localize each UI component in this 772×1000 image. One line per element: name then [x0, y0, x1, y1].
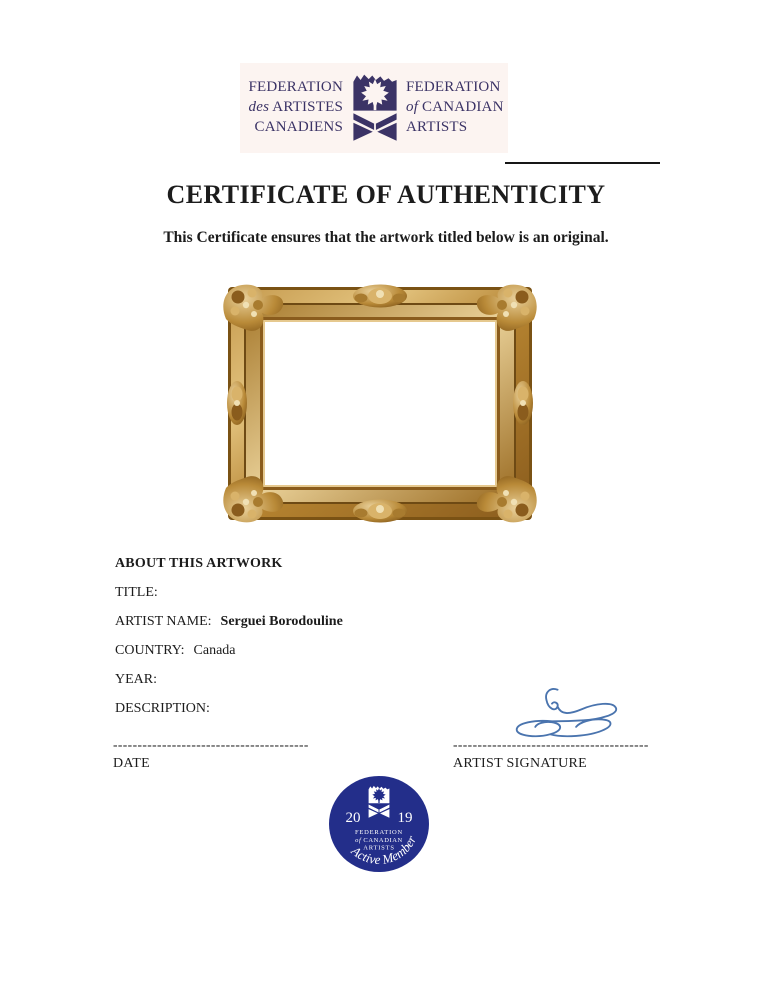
ornate-gold-frame-image [222, 281, 538, 526]
logo-french-line1: FEDERATION [248, 79, 343, 96]
logo-text-english [406, 78, 506, 137]
field-year [115, 665, 343, 694]
gold-frame-graphic [222, 281, 538, 526]
field-description [115, 694, 343, 723]
date-line-block [113, 738, 309, 773]
artist-signature-label: ARTIST SIGNATURE [453, 756, 587, 771]
field-artist-value: Serguei Borodouline [220, 614, 343, 629]
logo-french-line3: CANADIENS [254, 118, 343, 135]
page-title: CERTIFICATE OF AUTHENTICITY [166, 180, 606, 209]
artist-signature-line-block [453, 738, 649, 773]
field-title-label: TITLE: [115, 585, 158, 600]
certificate-statement: This Certificate ensures that the artwork titled below is an original. [163, 229, 609, 246]
field-title [115, 578, 343, 607]
logo-english-line2: of CANADIAN [406, 99, 504, 116]
badge-org-line1: FEDERATION [354, 829, 404, 836]
fca-logo-band [240, 63, 508, 153]
logo-french-line2: des ARTISTES [248, 99, 343, 116]
badge-year-right: 19 [397, 810, 413, 826]
field-artist-label: ARTIST NAME: [115, 614, 212, 629]
field-country-label: COUNTRY: [115, 643, 185, 658]
logo-english-line1: FEDERATION [406, 79, 501, 96]
fca-maple-leaf-bowtie-icon [348, 66, 402, 148]
field-country [115, 636, 343, 665]
signature-dash-line: ---------------------------------------- [453, 737, 649, 752]
date-label: DATE [113, 756, 150, 771]
member-number-line [505, 162, 660, 164]
field-year-label: YEAR: [115, 672, 157, 687]
badge-member-text: Active Member [348, 833, 420, 868]
field-artist-name [115, 607, 343, 636]
date-dash-line: ---------------------------------------- [113, 737, 309, 752]
badge-org-line2: of CANADIAN [355, 837, 403, 844]
artist-signature-image [509, 686, 621, 738]
badge-org-line3: ARTISTS [363, 844, 395, 852]
about-artwork-section [115, 549, 343, 723]
active-member-badge [328, 775, 430, 873]
logo-text-french [242, 78, 343, 137]
field-description-label: DESCRIPTION: [115, 701, 210, 716]
logo-english-line3: ARTISTS [406, 118, 468, 135]
about-heading: ABOUT THIS ARTWORK [115, 556, 283, 571]
badge-year-left: 20 [345, 810, 361, 826]
field-country-value: Canada [193, 643, 236, 658]
